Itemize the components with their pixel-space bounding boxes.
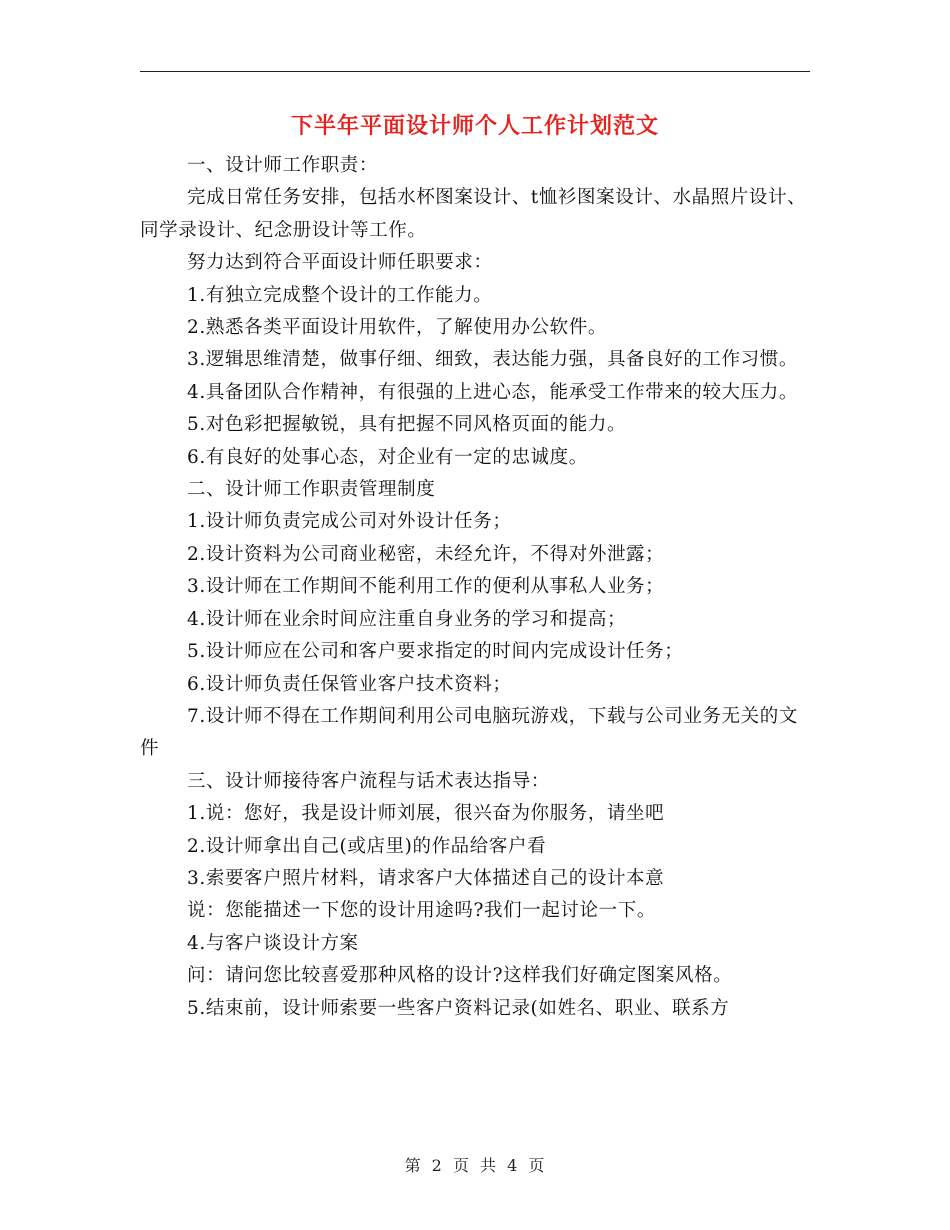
list-item: 4.与客户谈设计方案 — [187, 932, 359, 954]
section-heading-2: 二、设计师工作职责管理制度 — [187, 479, 436, 501]
list-item: 6.有良好的处事心态，对企业有一定的忠诚度。 — [187, 446, 588, 468]
list-item: 3.逻辑思维清楚，做事仔细、细致，表达能力强，具备良好的工作习惯。 — [187, 349, 798, 371]
page-number: 第 2 页 共 4 页 — [404, 1156, 546, 1175]
dialogue-line: 问：请问您比较喜爱那种风格的设计?这样我们好确定图案风格。 — [187, 965, 733, 987]
header-divider — [140, 71, 810, 72]
paragraph: 努力达到符合平面设计师任职要求： — [187, 252, 493, 274]
list-item: 3.索要客户照片材料，请求客户大体描述自己的设计本意 — [187, 867, 665, 889]
document-title: 下半年平面设计师个人工作计划范文 — [290, 113, 659, 139]
list-item: 2.熟悉各类平面设计用软件，了解使用办公软件。 — [187, 317, 607, 339]
list-item: 6.设计师负责任保管业客户技术资料； — [187, 673, 512, 695]
list-item: 2.设计师拿出自己(或店里)的作品给客户看 — [187, 835, 547, 857]
list-item: 2.设计资料为公司商业秘密，未经允许，不得对外泄露； — [187, 543, 665, 565]
list-item: 1.说：您好，我是设计师刘展，很兴奋为你服务，请坐吧 — [187, 803, 665, 825]
list-item: 5.设计师应在公司和客户要求指定的时间内完成设计任务； — [187, 641, 684, 663]
list-item: 7.设计师不得在工作期间利用公司电脑玩游戏，下载与公司业务无关的文件 — [140, 705, 798, 760]
list-item: 3.设计师在工作期间不能利用工作的便利从事私人业务； — [187, 576, 665, 598]
paragraph: 完成日常任务安排，包括水杯图案设计、t恤衫图案设计、水晶照片设计、同学录设计、纪念册设计等工作。 — [140, 187, 807, 241]
list-item: 4.具备团队合作精神，有很强的上进心态，能承受工作带来的较大压力。 — [187, 381, 798, 403]
list-item: 5.结束前，设计师索要一些客户资料记录(如姓名、职业、联系方 — [187, 997, 730, 1019]
list-item: 1.设计师负责完成公司对外设计任务； — [187, 511, 512, 533]
document-body — [140, 150, 812, 1025]
section-heading-1: 一、设计师工作职责： — [187, 155, 379, 176]
list-item: 4.设计师在业余时间应注重自身业务的学习和提高； — [187, 608, 627, 630]
dialogue-line: 说：您能描述一下您的设计用途吗?我们一起讨论一下。 — [187, 900, 656, 922]
list-item: 5.对色彩把握敏锐，具有把握不同风格页面的能力。 — [187, 414, 627, 436]
section-heading-3: 三、设计师接待客户流程与话术表达指导： — [187, 770, 550, 792]
list-item: 1.有独立完成整个设计的工作能力。 — [187, 284, 493, 306]
